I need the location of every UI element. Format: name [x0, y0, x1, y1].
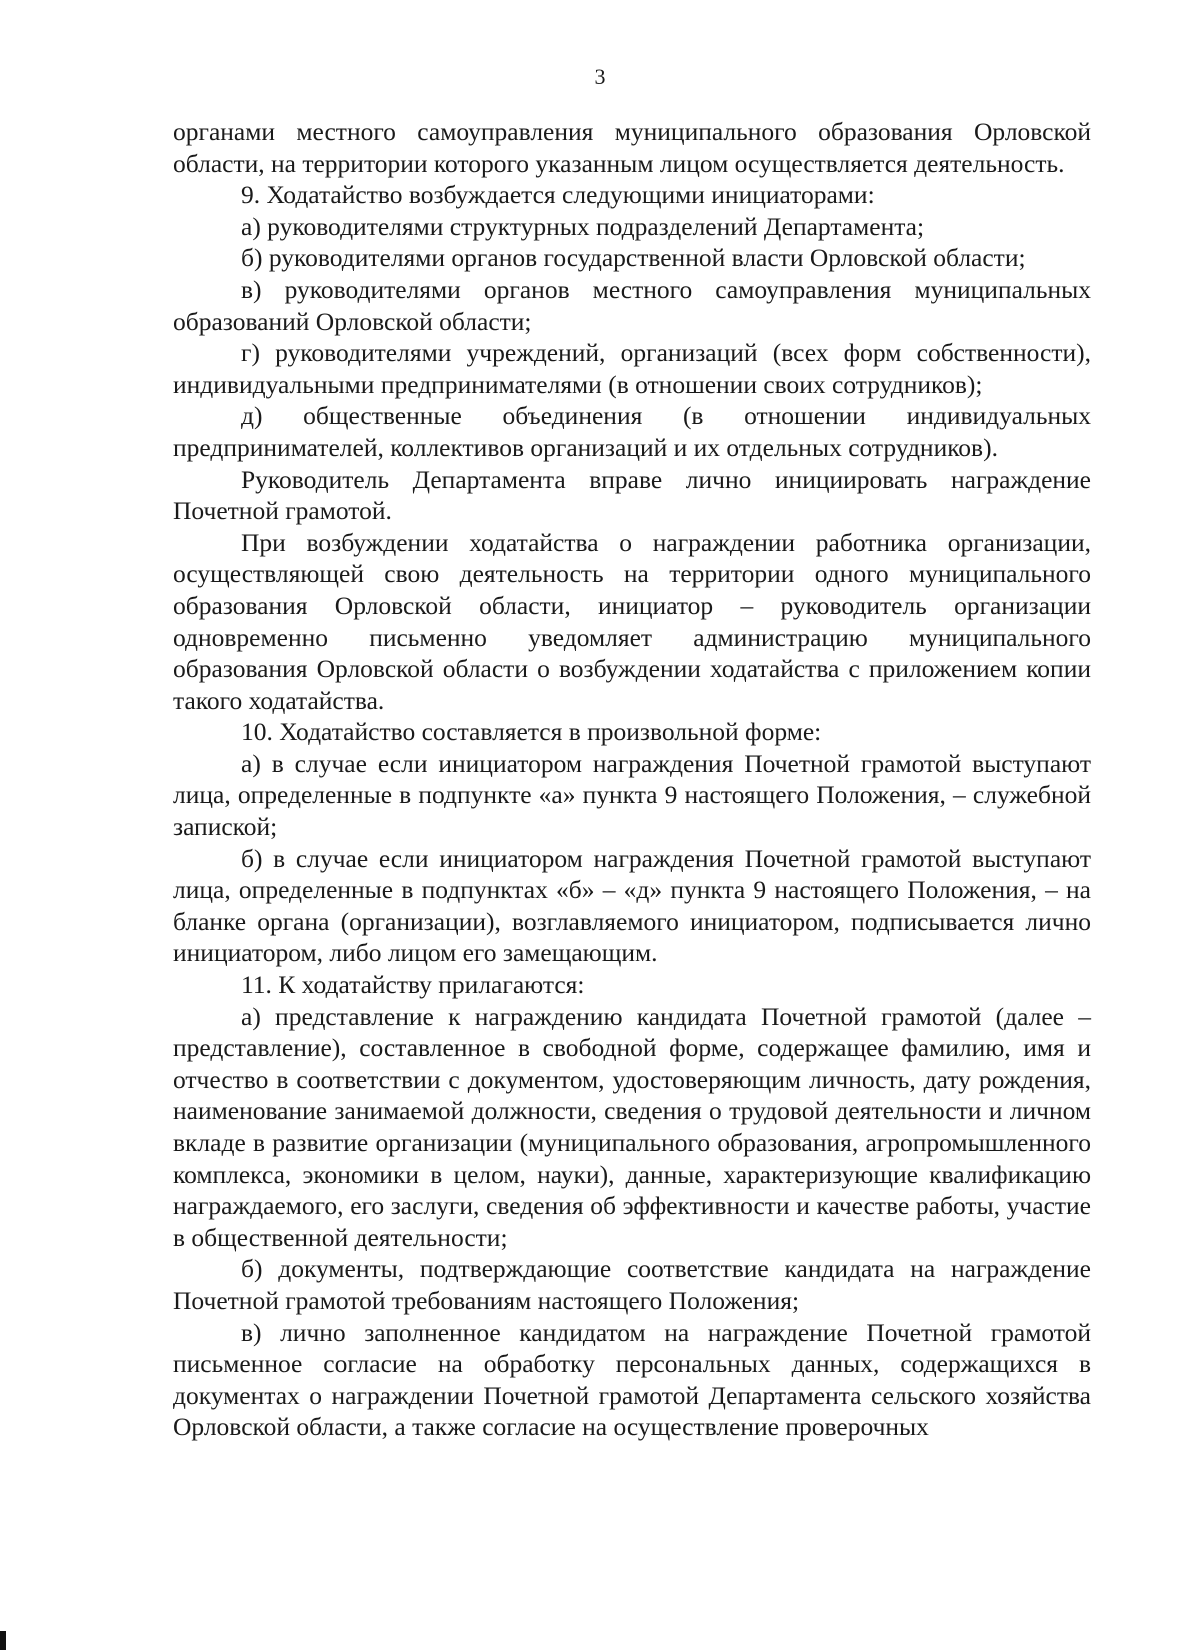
page-number: 3	[594, 64, 606, 89]
paragraph-clause-11-v: в) лично заполненное кандидатом на награждение Почетной грамотой письменное согласие на обработку персональных данных, содержащихся в документах о награждении Почетной грамотой Департамента сельского хозяйства Орловской области, а также согласие на осуществление проверочных	[173, 1317, 1091, 1442]
paragraph-clause-11-a: а) представление к награждению кандидата Почетной грамотой (далее – представление), составленное в свободной форме, содержащее фамилию, имя и отчество в соответствии с документом, удостоверяющим личность, дату рождения, наименование занимаемой должности, сведения о трудовой деятельности и личном вкладе в развитие организации (муниципального образования, агропромышленного комплекса, экономики в целом, науки), данные, характеризующие квалификацию награждаемого, его заслуги, сведения об эффективности и качестве работы, участие в общественной деятельности;	[173, 1001, 1091, 1252]
paragraph-clause-11-b: б) документы, подтверждающие соответствие кандидата на награждение Почетной грамотой требованиям настоящего Положения;	[173, 1254, 1091, 1315]
document-body	[173, 116, 1091, 1443]
paragraph-clause-9: 9. Ходатайство возбуждается следующими инициаторами:	[241, 180, 875, 210]
paragraph-clause-9-a: а) руководителями структурных подразделений Департамента;	[241, 211, 925, 241]
paragraph-clause-9-g: г) руководителями учреждений, организаций (всех форм собственности), индивидуальными предпринимателями (в отношении своих сотрудников);	[173, 338, 1091, 399]
paragraph-clause-9-v: в) руководителями органов местного самоуправления муниципальных образований Орловской области;	[173, 274, 1091, 336]
paragraph-clause-10-a: а) в случае если инициатором награждения Почетной грамотой выступают лица, определенные в подпункте «а» пункта 9 настоящего Положения, – служебной запиской;	[173, 748, 1091, 842]
paragraph-clause-10: 10. Ходатайство составляется в произвольной форме:	[241, 717, 822, 747]
paragraph-notification: При возбуждении ходатайства о награждении работника организации, осуществляющей свою деятельность на территории одного муниципального образования Орловской области, инициатор – руководитель организации одновременно письменно уведомляет администрацию муниципального образования Орловской области о возбуждении ходатайства с приложением копии такого ходатайства.	[173, 527, 1091, 715]
paragraph-clause-10-b: б) в случае если инициатором награждения Почетной грамотой выступают лица, определенные в подпунктах «б» – «д» пункта 9 настоящего Положения, – на бланке органа (организации), возглавляемого инициатором, подписывается лично инициатором, либо лицом его замещающим.	[173, 843, 1091, 968]
paragraph-clause-11: 11. К ходатайству прилагаются:	[241, 970, 585, 1000]
scan-edge-mark	[0, 1631, 6, 1650]
paragraph-head-initiative: Руководитель Департамента вправе лично инициировать награждение Почетной грамотой.	[173, 464, 1091, 526]
paragraph-continuation: органами местного самоуправления муниципального образования Орловской области, на территории которого указанным лицом осуществляется деятельность.	[173, 117, 1091, 178]
paragraph-clause-9-d: д) общественные объединения (в отношении индивидуальных предпринимателей, коллективов организаций и их отдельных сотрудников).	[173, 401, 1091, 462]
paragraph-clause-9-b: б) руководителями органов государственной власти Орловской области;	[241, 243, 1026, 273]
